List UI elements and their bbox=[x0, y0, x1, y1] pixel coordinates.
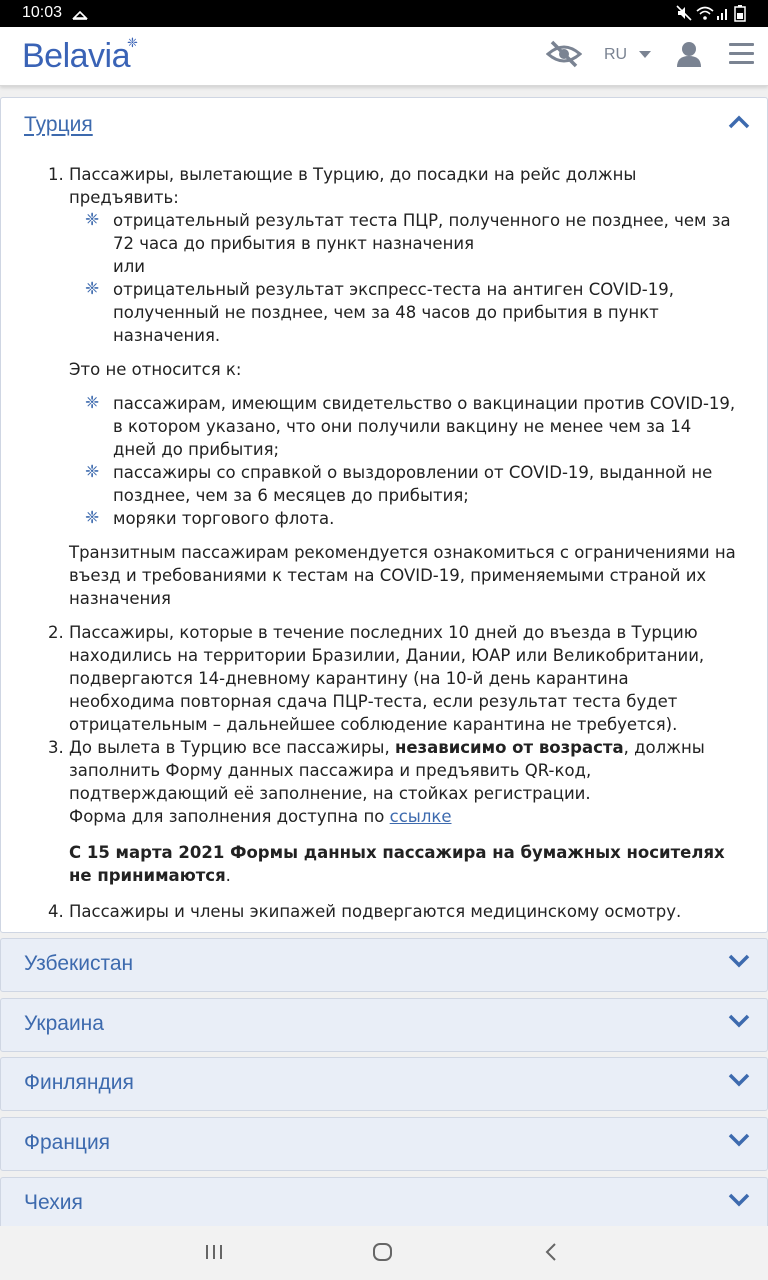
wifi-icon bbox=[696, 5, 714, 21]
accordion-title-turkey[interactable]: Турция bbox=[24, 113, 93, 136]
mute-icon bbox=[676, 5, 692, 21]
list-item bbox=[69, 621, 739, 736]
home-icon[interactable] bbox=[372, 1242, 394, 1262]
notice-bold-text: С 15 марта 2021 Формы данных пассажира на бумажных носителях не принимаются bbox=[69, 843, 725, 885]
android-nav-bar bbox=[0, 1226, 768, 1280]
requirements-list bbox=[49, 163, 739, 923]
signal-icon bbox=[716, 5, 730, 21]
chevron-down-icon[interactable] bbox=[728, 1073, 750, 1087]
belavia-logo[interactable] bbox=[22, 35, 138, 76]
chevron-down-icon[interactable] bbox=[639, 51, 651, 58]
accordion-france[interactable] bbox=[0, 1117, 768, 1171]
accordion-turkey bbox=[0, 97, 768, 933]
user-icon[interactable] bbox=[676, 40, 702, 68]
exceptions-title: Это не относится к: bbox=[69, 360, 242, 379]
list-item bbox=[85, 507, 739, 530]
bullet-snowflake-icon: ❈ bbox=[85, 393, 100, 413]
chevron-down-icon[interactable] bbox=[728, 1133, 750, 1147]
accessibility-eye-icon[interactable] bbox=[546, 39, 582, 69]
list-item bbox=[85, 209, 739, 278]
notification-icon bbox=[72, 8, 88, 20]
bullet-text: пассажирам, имеющим свидетельство о вакцинации против COVID-19, в котором указано, что они получили вакцину не менее чем за 14 дней до прибытия; bbox=[113, 394, 736, 459]
list-item bbox=[85, 392, 739, 461]
item-text: Пассажиры, вылетающие в Турцию, до посадки на рейс должны предъявить: bbox=[69, 165, 637, 207]
language-selector[interactable]: RU bbox=[604, 46, 628, 63]
paper-forms-notice bbox=[69, 841, 739, 887]
list-item bbox=[69, 163, 739, 621]
accordion-ukraine[interactable] bbox=[0, 998, 768, 1052]
transit-note: Транзитным пассажирам рекомендуется ознакомиться с ограничениями на въезд и требованиями к тестам на COVID-19, применяемыми страной их назначения bbox=[69, 543, 736, 608]
bullet-text: отрицательный результат экспресс-теста на антиген COVID-19, полученный не позднее, чем за 48 часов до прибытия в пункт назначения. bbox=[113, 280, 674, 345]
item-text-bold: независимо от возраста bbox=[394, 738, 624, 757]
recent-apps-icon[interactable] bbox=[204, 1243, 224, 1261]
bullet-snowflake-icon: ❈ bbox=[85, 462, 100, 482]
accordion-title[interactable]: Украина bbox=[24, 1012, 104, 1035]
accordion-title[interactable]: Узбекистан bbox=[24, 952, 134, 975]
bullet-text: моряки торгового флота. bbox=[113, 509, 335, 528]
accordion-title[interactable]: Франция bbox=[24, 1131, 111, 1154]
list-item bbox=[85, 278, 739, 347]
form-text: Форма для заполнения доступна по bbox=[69, 807, 390, 826]
site-header bbox=[0, 27, 768, 86]
exceptions-list bbox=[69, 392, 739, 530]
list-item bbox=[69, 900, 739, 923]
form-link[interactable]: ссылке bbox=[389, 807, 452, 826]
item-text: Пассажиры, которые в течение последних 10 дней до въезда в Турцию находились на территории Бразилии, Дании, ЮАР или Великобритании, подвергаются 14-дневному карантину (на 10-й день карантина необходима повторная сдача ПЦР-теста, если результат теста будет отрицательным – дальнейшее соблюдение карантина не требуется). bbox=[69, 623, 705, 734]
status-bar bbox=[0, 0, 768, 27]
accordion-content bbox=[49, 163, 739, 923]
bullet-snowflake-icon: ❈ bbox=[85, 508, 100, 528]
back-icon[interactable] bbox=[543, 1242, 559, 1262]
accordion-title[interactable]: Чехия bbox=[24, 1191, 83, 1214]
logo-text: Belavia bbox=[22, 37, 131, 75]
accordion-uzbekistan[interactable] bbox=[0, 938, 768, 992]
bullet-list bbox=[69, 209, 739, 347]
logo-star-icon: ❈ bbox=[127, 35, 138, 50]
bullet-snowflake-icon: ❈ bbox=[85, 210, 100, 230]
hamburger-menu-icon[interactable] bbox=[729, 43, 754, 70]
or-text: или bbox=[113, 257, 145, 276]
chevron-down-icon[interactable] bbox=[728, 954, 750, 968]
item-text: Пассажиры и члены экипажей подвергаются медицинскому осмотру. bbox=[69, 902, 682, 921]
battery-icon bbox=[734, 5, 746, 22]
chevron-down-icon[interactable] bbox=[728, 1014, 750, 1028]
list-item bbox=[69, 736, 739, 900]
item-text: , должны заполнить Форму данных пассажира и предъявить QR-код, подтверждающий её заполнение, на стойках регистрации. bbox=[69, 738, 705, 803]
list-item bbox=[85, 461, 739, 507]
accordion-czechia[interactable] bbox=[0, 1177, 768, 1231]
bullet-text: пассажиры со справкой о выздоровлении от COVID-19, выданной не позднее, чем за 6 месяцев до прибытия; bbox=[113, 463, 713, 505]
accordion-title[interactable]: Финляндия bbox=[24, 1071, 134, 1094]
bullet-text: отрицательный результат теста ПЦР, полученного не позднее, чем за 72 часа до прибытия в пункт назначения bbox=[113, 211, 731, 253]
chevron-up-icon[interactable] bbox=[728, 115, 750, 129]
notice-end: . bbox=[225, 866, 231, 885]
chevron-down-icon[interactable] bbox=[728, 1193, 750, 1207]
accordion-finland[interactable] bbox=[0, 1057, 768, 1111]
bullet-snowflake-icon: ❈ bbox=[85, 279, 100, 299]
status-time: 10:03 bbox=[22, 4, 63, 21]
item-text: До вылета в Турцию все пассажиры, bbox=[69, 738, 395, 757]
